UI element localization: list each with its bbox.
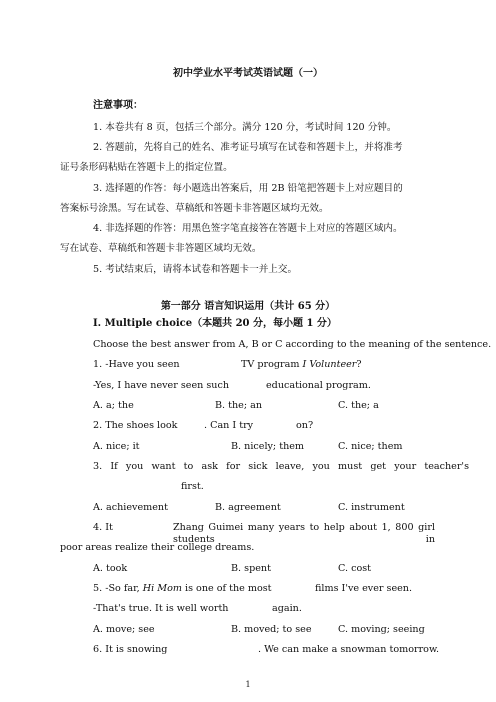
q5-film-name: Hi Mom	[142, 583, 182, 594]
q1-stem	[93, 359, 180, 371]
notice-line-2b: 证号条形码粘贴在答题卡上的指定位置。	[60, 162, 233, 173]
q6-stem-a: 6. It is snowing	[93, 644, 168, 655]
q3-option-c: C. instrument	[338, 502, 405, 513]
part1-heading: 第一部分 语言知识运用（共计 65 分）	[160, 301, 336, 312]
q5-stem	[93, 583, 272, 595]
q2-option-b: B. nicely; them	[231, 441, 305, 452]
q1-stem-b	[241, 359, 362, 371]
q3-stem: 3. If you want to ask for sick leave, you must get your teacher's	[93, 461, 469, 472]
q5-reply-b: again.	[272, 603, 302, 614]
q1-text-b: TV program	[241, 359, 300, 370]
q5-text-c: is one of the most	[185, 583, 272, 594]
q1-option-c: C. the; a	[338, 400, 379, 411]
q2-stem-b: . Can I try	[204, 420, 254, 431]
notice-line-1: 1. 本卷共有 8 页，包括三个部分。满分 120 分，考试时间 120 分钟。	[93, 122, 397, 133]
q2-stem-c: on?	[296, 420, 314, 431]
q3-stem-b: first.	[181, 481, 204, 492]
q5-option-b: B. moved; to see	[231, 624, 312, 635]
q3-option-a: A. achievement	[93, 502, 168, 513]
notice-line-3b: 答案标号涂黑。写在试卷、草稿纸和答题卡非答题区域均无效。	[60, 203, 329, 214]
notice-line-4a: 4. 非选择题的作答：用黑色签字笔直接答在答题卡上对应的答题区域内。	[93, 223, 403, 234]
q4-stem-c: poor areas realize their college dreams.	[60, 542, 255, 553]
q5-reply-a: -That's true. It is well worth	[93, 603, 229, 614]
q1-option-a: A. a; the	[93, 400, 134, 411]
q4-option-c: C. cost	[338, 563, 372, 574]
page-number: 1	[245, 680, 251, 689]
q1-reply-b: educational program.	[266, 380, 371, 391]
q5-stem-d: films I've ever seen.	[315, 583, 413, 594]
q2-option-c: C. nice; them	[338, 441, 403, 452]
q5-text-a: 5. -So far,	[93, 583, 140, 594]
notice-line-2a: 2. 答题前，先将自己的姓名、准考证号填写在试卷和答题卡上，并将准考	[93, 142, 403, 153]
exam-title: 初中学业水平考试英语试题（一）	[173, 68, 323, 79]
q1-text-d: ?	[356, 359, 362, 370]
q1-reply-a: -Yes, I have never seen such	[93, 380, 230, 391]
q4-stem-b: Zhang Guimei many years to help about 1, 800 girl students in	[173, 522, 435, 545]
notice-line-3a: 3. 选择题的作答：每小题选出答案后，用 2B 铅笔把答题卡上对应题目的	[93, 183, 403, 194]
notice-heading: 注意事项：	[93, 100, 143, 111]
q1-program-name: I Volunteer	[302, 359, 357, 370]
section-instruction: Choose the best answer from A, B or C according to the meaning of the sentence.	[93, 339, 492, 350]
q4-stem-a: 4. It	[93, 522, 113, 533]
q2-stem-a: 2. The shoes look	[93, 420, 178, 431]
q5-option-a: A. move; see	[93, 624, 155, 635]
q5-option-c: C. moving; seeing	[338, 624, 425, 635]
q1-text-a: 1. -Have you seen	[93, 359, 180, 370]
q3-option-b: B. agreement	[215, 502, 281, 513]
section-heading: I. Multiple choice（本题共 20 分，每小题 1 分）	[93, 318, 337, 329]
q4-option-a: A. took	[93, 563, 128, 574]
q4-option-b: B. spent	[231, 563, 271, 574]
notice-line-4b: 写在试卷、草稿纸和答题卡非答题区域均无效。	[60, 243, 262, 254]
notice-line-5: 5. 考试结束后，请将本试卷和答题卡一并上交。	[93, 264, 298, 275]
q6-stem-b: . We can make a snowman tomorrow.	[258, 644, 440, 655]
q1-option-b: B. the; an	[215, 400, 263, 411]
q2-option-a: A. nice; it	[93, 441, 140, 452]
